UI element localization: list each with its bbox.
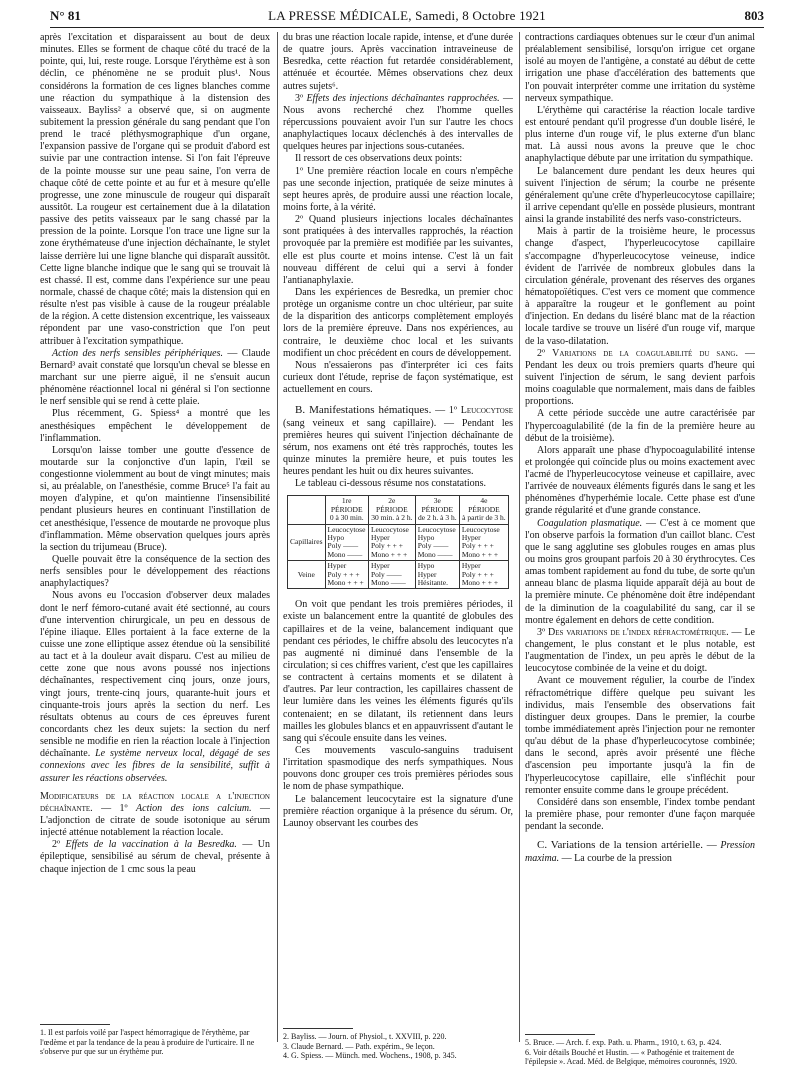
footnote-rule bbox=[525, 1034, 595, 1035]
section-heading: Des variations de l'index réfractométrique. bbox=[548, 626, 729, 638]
subheading: Action des nerfs sensibles périphériques. bbox=[52, 347, 223, 359]
paragraph: Coagulation plasmatique. — C'est à ce moment que l'on observe parfois la formation d'un caillot blanc. C'est que le sang agglutine ses globules rouges en amas plus ou moins gros groupant parfois 20 à 30 érythrocytes. Ces amas tombent rapidement au fond du tube, de sorte qu'un anneau blanc de plasma liquide apparaît déjà au bout de la première minute. Ce phénomène doit être indépendant de la diminution de la coagulabilité du sang, car il se montre également en dehors de cette condition. bbox=[525, 517, 755, 626]
footnote-rule bbox=[283, 1028, 353, 1029]
table-cell: Leucocytose Hyper Poly + + + Mono + + + bbox=[459, 524, 508, 561]
paragraph: Le balancement dure pendant les deux heures qui suivent l'injection de sérum; la courbe ne présente généralement qu'une crête d'hyperleucocytose capillaire; il arrive cependant qu'elle en possède plusieurs, montrant ainsi la grande instabilité des nerfs vaso-constricteurs. bbox=[525, 165, 755, 226]
row-label: Veine bbox=[288, 561, 326, 589]
paragraph: B. Manifestations hématiques. — 1º Leucocytose (sang veineux et sang capillaire). — Pendant les premières heures qui suivent l'injection déchaînante de sérum, nos examens ont été très rapprochés, toutes les quinze minutes la première heure, et puis toutes les heures pendant les huit ou dix heures suivantes. bbox=[283, 404, 513, 478]
period-header: 1re PÉRIODE 0 à 30 min. bbox=[325, 496, 368, 524]
period-header: 3e PÉRIODE de 2 h. à 3 h. bbox=[415, 496, 459, 524]
paragraph: 2º Quand plusieurs injections locales déchaînantes sont pratiquées à des intervalles rapprochés, la réaction provoquée par la première est modifiée par les suivantes, elle est plus courte et moins intense. C'est là un fait nouveau différent de celui qui a servi à fonder l'antianaphylaxie. bbox=[283, 214, 513, 286]
footnote: 2. Bayliss. — Journ. of Physiol., t. XXVIII, p. 220. 3. Claude Bernard. — Path. expérim., 9e leçon. 4. G. Spiess. — Münch. med. Wochens., 1908, p. 345. bbox=[283, 1032, 457, 1061]
period-header: 2e PÉRIODE 30 min. à 2 h. bbox=[368, 496, 415, 524]
paragraph: Plus récemment, G. Spiess⁴ a montré que les anesthésiques empêchent le développement de l'inflammation. bbox=[40, 408, 270, 444]
paragraph: 3º Des variations de l'index réfractométrique. — Le changement, le plus constant et le plus notable, est l'augmentation de l'index, un peu après le début de la leucocytose combinée de la veine et du doigt. bbox=[525, 626, 755, 675]
paragraph: 2º Effets de la vaccination à la Besredka. — Un épileptique, sensibilisé au sérum de cheval, présente à chaque injection de 1 cmc sous la peau bbox=[40, 839, 270, 875]
section-heading: Variations de la coagulabilité du sang. bbox=[552, 347, 738, 359]
leucocytose-table bbox=[287, 495, 509, 589]
column-3 bbox=[525, 32, 755, 1012]
paragraph: Lorsqu'on laisse tomber une goutte d'essence de moutarde sur la conjonctive d'un lapin, l'œil se congestionne violemment au bout de vingt minutes; mais si, au préalable, on l'anesthésie, comme Bruce⁵ l'a fait au moyen d'alypine, et qu'on maintienne l'insensibilité pendant plusieurs heures en continuant l'instillation de cet anesthésique, l'essence de moutarde ne provoque plus d'inflammation. Même observation quelques jours après la section du trijumeau (Bruce). bbox=[40, 444, 270, 553]
paragraph: Le balancement leucocytaire est la signature d'une première réaction organique à la présence du sérum. Or, Launoy observant les courbes des bbox=[283, 793, 513, 829]
table-cell: Hyper Poly —— Mono —— bbox=[368, 561, 415, 589]
section-heading: Modificateurs de la réaction locale a l'injection déchaînante. bbox=[40, 790, 270, 814]
header-rule bbox=[50, 27, 764, 28]
paragraph: 3º Effets des injections déchaînantes rapprochées. — Nous avons recherché chez l'homme quelles répercussions pouvaient avoir l'un sur l'autre les chocs anaphylactiques locaux déclenchés à des intervalles de quelques heures par injections sous-cutanées. bbox=[283, 92, 513, 153]
paragraph: Considéré dans son ensemble, l'index tombe pendant la première phase, pour remonter d'une façon marquée pendant la seconde. bbox=[525, 796, 755, 833]
row-label: Capillaires bbox=[288, 524, 326, 561]
paragraph: Avant ce mouvement régulier, la courbe de l'index réfractométrique diffère quelque peu suivant les individus, mais l'ensemble des observations fait distinguer deux groupes. Dans le premier, la courbe tombe immédiatement après l'injection pour ne remonter qu'au début de la phase d'hyperleucocytose combinée; dans le second, après avoir présenté une flèche d'ascension peu importante jusqu'à la fin de l'hyperleucocytose capillaire, elle s'infléchit pour remonter ensuite comme dans le groupe précédent. bbox=[525, 675, 755, 796]
section-heading: C. Variations de la tension artérielle. bbox=[537, 839, 704, 852]
paragraph: L'érythème qui caractérise la réaction locale tardive est entouré pendant qu'il progresse d'un double liséré, le plus interne d'un rouge vif, le plus externe d'un blanc mat. Là aussi nous avons la preuve que le choc anaphylactique débute par une irritation du sympathique. bbox=[525, 104, 755, 165]
column-divider bbox=[519, 32, 520, 1042]
paragraph: Dans les expériences de Besredka, un premier choc protège un organisme contre un choc ultérieur, par suite de la disparition des anticorps complètement employés lors de la première épreuve. Dans nos expériences, au contraire, le deuxième choc local et les suivants modifient un choc précédent en cours de développement. bbox=[283, 286, 513, 359]
paragraph: C. Variations de la tension artérielle. — Pression maxima. — La courbe de la pression bbox=[525, 839, 755, 864]
table-cell: Leucocytose Hypo Poly —— Mono —— bbox=[415, 524, 459, 561]
paragraph: Modificateurs de la réaction locale a l'injection déchaînante. — 1º Action des ions calcium. — L'adjonction de citrate de soude isotonique au sérum injecté atténue notablement la réaction locale. bbox=[40, 790, 270, 839]
paragraph: après l'excitation et disparaissent au bout de deux minutes. Elles se forment de chaque côté du tracé de la pointe, qui, lui, reste rouge. Lorsque l'érythème est à son déclin, ce phénomène ne se produit plus¹. Nous considérons la formation de ces lignes blanches comme une réaction du sympathique à la distension des vaisseaux. Bayliss² a observé que, si on augmente subitement la pression générale du sang pendant que l'on prend le tracé pléthysmographique d'un organe, l'expansion passive de l'organe qui se produit d'abord est suivie par une contraction intense. Si l'on fait l'épreuve de la pointe mousse sur une peau saine, l'on verra de chaque côté de cette pointe et au fur et à mesure qu'elle progresse, une zone minuscule de rougeur qui disparaît aussitôt. La rougeur est certainement due à la dilatation passive des petits vaisseaux par le sang chassé par la pression de la pointe. Lorsque l'on trace une ligne sur la zone érythémateuse d'une injection déchaînante, le stylet laisse derrière lui une ligne blanche qui disparaît aussitôt. Cette ligne blanche indique que le sang qui se trouvait là est chassé. Il est, comme dans l'expérience sur une peau normale, chassé de chaque côté; mais la distension qui en résulte n'est pas visible à cause de la rougeur préalable de la région. A cette distension excentrique, les vaisseaux répondent par une vaso-constriction que l'on peut attribuer à l'excitation sympathique. bbox=[40, 32, 270, 347]
paragraph: On voit que pendant les trois premières périodes, il existe un balancement entre la quantité de globules des capillaires et de la veine, balancement indiquant que pendant ces périodes, le chiffre absolu des leucocytes n'a pas augmenté ni diminué dans l'ensemble de la circulation; si ces chiffres varient, c'est que les capillaires se contractent à certains moments et se dilatent à d'autres. Par leur contraction, les capillaires chassent de leur lumière dans les veines les éléments figurés qu'ils contenaient; en se dilatant, ils retiennent dans leurs mailles les globules blancs et en appauvrissent d'autant le sang qui s'écoule ensuite dans les veines. bbox=[283, 599, 513, 744]
paragraph: 1º Une première réaction locale en cours n'empêche pas une seconde injection, pratiquée de seize minutes à sept heures après, de produire aussi une réaction locale, moins forte, à la vérité. bbox=[283, 165, 513, 213]
table-cell: Hyper Poly + + + Mono + + + bbox=[325, 561, 368, 589]
table-corner bbox=[288, 496, 326, 524]
paragraph: Quelle pouvait être la conséquence de la section des nerfs sensibles pour le développement des réactions anaphylactiques? bbox=[40, 554, 270, 590]
footnote-rule bbox=[40, 1024, 110, 1025]
paragraph: du bras une réaction locale rapide, intense, et d'une durée de quatre jours. Après vaccination intraveineuse de Besredka, cette réaction fut retardée considérablement, atténuée et écourtée. Mêmes observations chez deux autres sujets⁶. bbox=[283, 32, 513, 92]
paragraph: Nous avons eu l'occasion d'observer deux malades dont le nerf fémoro-cutané avait été sectionné, au cours d'une intervention chirurgicale, un peu en dessous de l'épine iliaque. Elles portaient à la face externe de la cuisse une zone elliptique assez étendue où la sensibilité au tact et à la douleur avait disparu. C'est au milieu de cette zone que nous avons poussé nos injections déchaînantes, respectivement cinq jours, onze jours, vingt jours, trente-cinq jours, quarante-huit jours et cinquante-trois jours après la section du nerf. Les résultats obtenus au cours de ces épreuves furent concordants chez les deux sujets: la section du nerf sensible ne modifie en rien la réaction locale à l'injection déchaînante. Le système nerveux local, dégagé de ses connexions avec les fibres de la sensibilité, suffit à assurer les réactions observées. bbox=[40, 590, 270, 784]
paragraph: Ces mouvements vasculo-sanguins traduisent l'irritation spasmodique des nerfs sympathiques. Nous pouvons donc grouper ces trois premières périodes sous le nom de phase sympathique. bbox=[283, 745, 513, 793]
paragraph: contractions cardiaques obtenues sur le cœur d'un animal préalablement sensibilisé, lorsqu'on irrigue cet organe isolé au moyen de l'antigène, a constaté au début de cette irrigation une phase d'accélération des battements que l'on pouvait interpréter comme une irritation du système nerveux sympathique. bbox=[525, 32, 755, 104]
column-2 bbox=[283, 32, 513, 1012]
table-cell: Hypo Hyper Hésitante. bbox=[415, 561, 459, 589]
column-divider bbox=[277, 32, 278, 1042]
paragraph: Alors apparaît une phase d'hypocoagulabilité intense et prolongée qui coïncide plus ou moins exactement avec l'acmé de l'hyperleucocytose veineuse et capillaire, avec l'arrivée de nouveaux éléments figurés dans le sang et les phénomènes d'hyperhémie locale. Cette phase est d'une grande régularité et d'une grande constance. bbox=[525, 444, 755, 517]
period-header: 4e PÉRIODE à partir de 3 h. bbox=[459, 496, 508, 524]
journal-title: LA PRESSE MÉDICALE, Samedi, 8 Octobre 1921 bbox=[268, 8, 546, 23]
table-cell: Hyper Poly + + + Mono + + + bbox=[459, 561, 508, 589]
paragraph: Il ressort de ces observations deux points: bbox=[295, 153, 463, 165]
paragraph: Le tableau ci-dessous résume nos constatations. bbox=[295, 478, 487, 490]
section-heading: B. Manifestations hématiques. bbox=[295, 404, 432, 417]
column-1 bbox=[40, 32, 270, 1012]
page-number: 803 bbox=[744, 8, 764, 23]
footnote: 1. Il est parfois voilé par l'aspect hémorragique de l'érythème, par l'œdème et par la tendance de la peau à produire de l'urticaire. Il ne s'observe pur que sur un érythème pur. bbox=[40, 1028, 255, 1057]
table-cell: Leucocytose Hyper Poly + + + Mono + + + bbox=[368, 524, 415, 561]
paragraph: A cette période succède une autre caractérisée par l'hypercoagulabilité (de la fin de la première heure au début de la troisième). bbox=[525, 408, 755, 444]
paragraph: Nous n'essaierons pas d'interpréter ici ces faits curieux dont l'étude, reprise de façon systématique, est actuellement en cours. bbox=[283, 359, 513, 396]
issue-number: N° 81 bbox=[50, 8, 81, 23]
footnote: 5. Bruce. — Arch. f. exp. Path. u. Pharm., 1910, t. 63, p. 424. 6. Voir détails Bouché et Hustin. — « Pathogénie et traitement de l'épilepsie ». Acad. Méd. de Belgique, mémoires couronnés, 1920. bbox=[525, 1038, 738, 1067]
paragraph: 2º Variations de la coagulabilité du sang. — Pendant les deux ou trois premiers quarts d'heure qui suivent l'injection de sérum, le sang devient parfois moins coagulable que normalement, mais dans de faibles proportions. bbox=[525, 347, 755, 408]
table-cell: Leucocytose Hypo Poly —— Mono —— bbox=[325, 524, 368, 561]
page-header bbox=[50, 8, 764, 24]
paragraph: Mais à partir de la troisième heure, le processus change d'aspect, l'hyperleucocytose capillaire s'accompagne d'hyperleucocytose veineuse, indice évident de l'arrivée de nombreux globules dans la circulation générale, provenant des réserves des organes hématopoïétiques. C'est vers ce moment que commence à apparaître la rougeur et le gonflement au point d'injection. En dedans du liséré blanc mat de la réaction locale tardive se trouve un liséré d'un rouge vif, marque de la vaso-dilatation. bbox=[525, 226, 755, 347]
paragraph: Action des nerfs sensibles périphériques. — Claude Bernard³ avait constaté que lorsqu'un cheval se blesse en marchant sur une pierre aiguë, il ne s'ensuit aucun phénomène réactionnel local ni général si l'on sectionne le nerf sensible qui se rend à cette plaie. bbox=[40, 347, 270, 408]
